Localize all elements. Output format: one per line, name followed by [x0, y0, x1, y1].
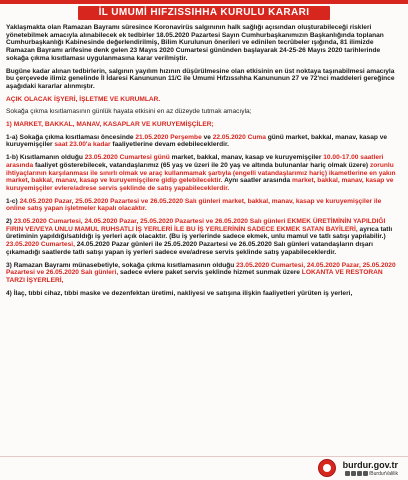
- item-1c: [6, 198, 402, 213]
- youtube-icon: [363, 471, 368, 476]
- item-2-date: 23.05.2020 Cumartesi,: [6, 241, 75, 249]
- item-3-dates: 23.05.2020 Cumartesi, 24.05.2020 Pazar, 25.05.2020 Pazartesi ve 26.05.2020 Salı günleri,: [6, 261, 396, 277]
- decision-paragraph: Bugüne kadar alınan tedbirlerin, salgının yayılım hızının düşürülmesine olan etkisinin en üst noktaya taşınabilmesi amacıyla bu çerçevede ilimiz genelinde İl İdaresi Kanununun 11/C ile Umumi Hıfzıssıhha Kanununun 27 ve 72'nci maddeleri gereğince aşağıdaki kararlar alınmıştır.: [6, 67, 395, 90]
- footer: [0, 456, 408, 480]
- social-handle-text: /BurdurValilik: [368, 471, 398, 477]
- document-body: [6, 24, 402, 302]
- item-1c-label: 1-c): [6, 197, 20, 205]
- heading-open-workplaces: AÇIK OLACAK İŞYERİ, İŞLETME VE KURUMLAR.: [6, 95, 161, 103]
- item-1b-text: 1-b) Kısıtlamanın olduğu: [6, 154, 85, 162]
- item-1b-text: faaliyet gösterebilecek, vatandaşlarımız (65 yaş ve üzeri ile 20 yaş ve altında bulunanlar hariç olmak üzere): [33, 161, 370, 169]
- instagram-icon: [357, 471, 362, 476]
- item-3-restaurants: LOKANTA VE RESTORAN TARZI İŞYERLERİ,: [6, 269, 383, 284]
- item-1a-date2: 22.05.2020 Cuma: [212, 133, 266, 141]
- purpose-paragraph: Sokağa çıkma kısıtlamasının günlük hayata etkisini en az düzeyde tutmak amacıyla;: [6, 108, 252, 116]
- item-1c-text: 24.05.2020 Pazar, 25.05.2020 Pazartesi ve 26.05.2020 Salı günleri market, bakkal, manav, kasap ve kuruyemişçiler ile online satış yapan işletmeler kapalı olacaktır.: [6, 197, 382, 213]
- item-1b-condition: zorunlu ihtiyaçlarının karşılanması ile sınırlı olmak ve araç kullanmamak şartıyla (engelli vatandaşlarımız hariç) ikametlerine en yakın market, bakkal, manav, kasap ve kuruyemişçilere gidip gelebilecektir.: [6, 161, 396, 185]
- item-1a-text: 1-a) Sokağa çıkma kısıtlaması öncesinde: [6, 133, 136, 141]
- website-link[interactable]: burdur.gov.tr: [342, 460, 398, 470]
- item-1b-hours: 10.00-17.00 saatleri arasında: [6, 154, 384, 169]
- facebook-icon: [345, 471, 350, 476]
- item-2-label: 2): [6, 218, 14, 226]
- heading-markets: 1) MARKET, BAKKAL, MANAV, KASAPLAR VE KURUYEMİŞÇİLER;: [6, 121, 214, 129]
- item-2: [6, 218, 402, 257]
- item-3-text: 3) Ramazan Bayramı münasebetiyle, sokağa çıkma kısıtlamasının olduğu: [6, 261, 237, 269]
- item-1b-text: Aynı saatler arasında: [222, 177, 293, 185]
- item-1a-text: günü market, bakkal, manav, kasap ve kuruyemişçiler: [6, 133, 388, 149]
- item-3-text: sadece evlere paket servis şeklinde hizmet sunmak üzere: [118, 269, 302, 277]
- item-1a-text: faaliyetlerine devam edebileceklerdir.: [110, 141, 229, 149]
- item-3: [6, 262, 402, 285]
- top-accent-bar: [0, 0, 408, 4]
- item-2-text: 24.05.2020 Pazar günleri ile 25.05.2020 Pazartesi ve 26.05.2020 Salı günleri vatandaşların dışarı çıkamadığı saatlerde tatlı satışı yapan iş yerleri sadece eve/adrese servis şeklinde satış yapabileceklerdir.: [6, 241, 373, 256]
- item-2-text: ayrıca tatlı üretiminin yapıldığı/satıldığı iş yerleri açık olacaktır. (Bu iş yerlerinde sadece ekmek, unlu mamul ve tatlı satışı yapılabilir.): [6, 225, 393, 241]
- item-1a-time: saat 23.00'a kadar: [54, 141, 111, 149]
- intro-paragraph: Yaklaşmakta olan Ramazan Bayramı süresince Koronavirüs salgınının halk sağlığı açısından oluşturabileceği riskleri yönetebilmek amacıyla alınabilecek ek tedbirler 18.05.2020 Pazartesi Sayın Cumhurbaşkanımızın Başkanlığında toplanan Cumhurbaşkanlığı Kabinesinde değerlendirilmiş, Bilim Kurulunun önerileri ve edinilen tecrübeler ışığında, 81 ilimizde Ramazan Bayramı arifesine denk gelen 23 Mayıs 2020 Cumartesi gününden başlayarak 24-25-26 Mayıs 2020 tarihlerinde sokağa çıkma kısıtlaması uygulanmasına karar verilmiştir.: [6, 24, 384, 62]
- social-handle[interactable]: [345, 471, 398, 477]
- item-2-dates: 23.05.2020 Cumartesi, 24.05.2020 Pazar, 25.05.2020 Pazartesi ve 26.05.2020 Salı günleri: [13, 218, 286, 226]
- item-1b-text: market, bakkal, manav, kasap ve kuruyemişçiler: [169, 154, 324, 162]
- item-1a-text: ve: [201, 133, 213, 141]
- item-2-bakeries: EKMEK ÜRETİMİNİN YAPILDIĞI FIRIN VE/VEYA UNLU MAMUL RUHSATLI İŞ YERLERİ İLE BU İŞ YERLERİNİN SADECE EKMEK SATAN BAYİLERİ,: [6, 218, 386, 233]
- item-1b-delivery: market, bakkal, manav, kasap ve kuruyemişçiler evlere/adrese servis şeklinde de satış yapabileceklerdir.: [6, 177, 394, 192]
- footer-divider: [0, 456, 408, 457]
- governorship-logo-icon: [318, 459, 336, 477]
- item-1a: [6, 134, 402, 149]
- document-title: İL UMUMİ HIFZISSIHHA KURULU KARARI: [78, 6, 330, 20]
- twitter-icon: [351, 471, 356, 476]
- item-1b-date: 23.05.2020 Cumartesi günü: [84, 154, 170, 162]
- item-1a-date1: 21.05.2020 Perşembe: [135, 133, 202, 141]
- item-1b: [6, 154, 402, 193]
- item-4: 4) İlaç, tıbbi cihaz, tıbbi maske ve dezenfektan üretimi, nakliyesi ve satışına ilişkin faaliyetleri yürüten iş yerleri,: [6, 289, 353, 297]
